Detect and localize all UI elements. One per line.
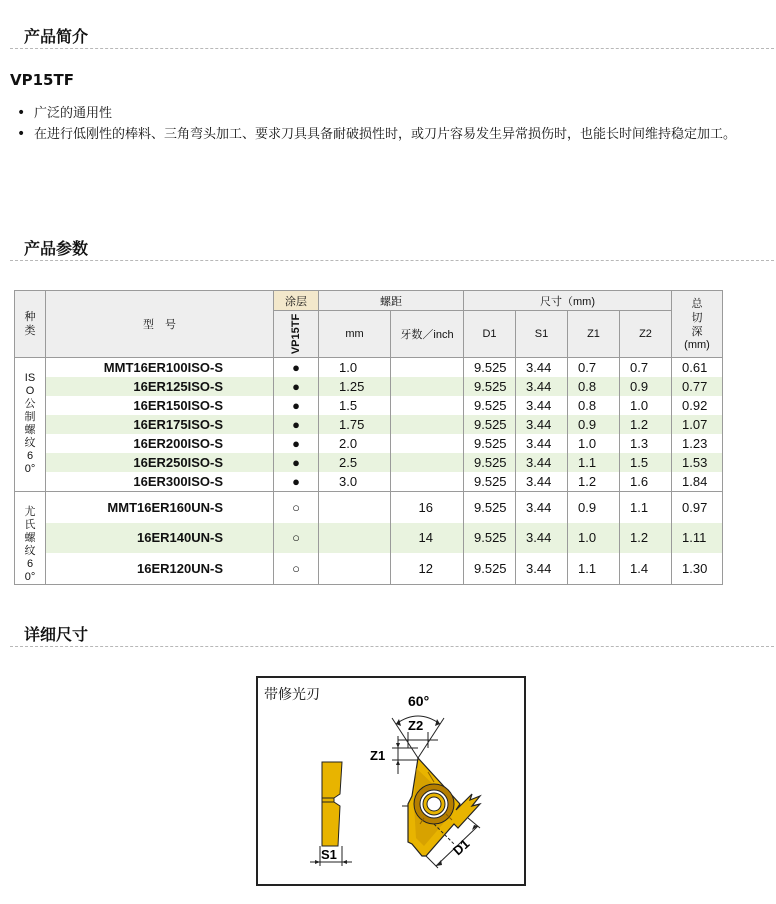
pitch-tpi-cell bbox=[391, 358, 464, 378]
label-angle: 60° bbox=[408, 693, 430, 709]
coating-cell: ○ bbox=[274, 523, 319, 553]
header-model: 型 号 bbox=[46, 291, 274, 358]
z1-cell: 0.7 bbox=[568, 358, 620, 378]
pitch-tpi-cell bbox=[391, 377, 464, 396]
z1-cell: 1.1 bbox=[568, 553, 620, 584]
coating-cell: ○ bbox=[274, 553, 319, 584]
coating-cell: ● bbox=[274, 434, 319, 453]
z1-cell: 0.9 bbox=[568, 492, 620, 523]
section-header-params bbox=[10, 238, 774, 261]
table-row bbox=[15, 434, 723, 453]
model-cell: MMT16ER160UN-S bbox=[46, 492, 274, 523]
d1-cell: 9.525 bbox=[464, 434, 516, 453]
s1-cell: 3.44 bbox=[516, 415, 568, 434]
d1-cell: 9.525 bbox=[464, 472, 516, 492]
feature-item: • 广泛的通用性 bbox=[12, 104, 772, 123]
z1-cell: 1.1 bbox=[568, 453, 620, 472]
label-d1: D1 bbox=[449, 835, 473, 859]
diagram-title: 带修光刃 bbox=[264, 687, 320, 703]
d1-cell: 9.525 bbox=[464, 553, 516, 584]
z2-cell: 1.3 bbox=[620, 434, 672, 453]
depth-cell: 0.77 bbox=[672, 377, 723, 396]
header-pitch-tpi: 牙数／inch bbox=[391, 311, 464, 358]
z1-cell: 0.9 bbox=[568, 415, 620, 434]
feature-item: • 在进行低刚性的棒料、三角弯头加工、要求刀具具备耐破损性时，或刀片容易发生异常损伤时，也能长时间维持稳定加工。 bbox=[12, 125, 772, 144]
pitch-mm-cell: 1.0 bbox=[319, 358, 391, 378]
s1-cell: 3.44 bbox=[516, 358, 568, 378]
header-size: 尺寸（mm) bbox=[464, 291, 672, 311]
coating-cell: ● bbox=[274, 377, 319, 396]
pitch-tpi-cell bbox=[391, 396, 464, 415]
z2-cell: 1.2 bbox=[620, 415, 672, 434]
model-cell: 16ER250ISO-S bbox=[46, 453, 274, 472]
spec-table bbox=[14, 290, 723, 585]
coating-cell: ● bbox=[274, 453, 319, 472]
table-row bbox=[15, 472, 723, 492]
depth-cell: 1.84 bbox=[672, 472, 723, 492]
model-cell: 16ER120UN-S bbox=[46, 553, 274, 584]
header-pitch: 螺距 bbox=[319, 291, 464, 311]
header-coating: 涂层 bbox=[274, 291, 319, 311]
insert-drawing bbox=[258, 678, 524, 884]
z2-cell: 1.4 bbox=[620, 553, 672, 584]
model-cell: 16ER200ISO-S bbox=[46, 434, 274, 453]
z2-cell: 1.1 bbox=[620, 492, 672, 523]
depth-cell: 0.61 bbox=[672, 358, 723, 378]
header-grade: VP15TF bbox=[274, 311, 319, 358]
z2-cell: 1.0 bbox=[620, 396, 672, 415]
depth-cell: 0.97 bbox=[672, 492, 723, 523]
depth-cell: 1.11 bbox=[672, 523, 723, 553]
d1-cell: 9.525 bbox=[464, 377, 516, 396]
header-kind: 种类 bbox=[15, 291, 46, 358]
depth-cell: 1.30 bbox=[672, 553, 723, 584]
dimension-diagram bbox=[256, 676, 526, 886]
pitch-tpi-cell bbox=[391, 434, 464, 453]
s1-cell: 3.44 bbox=[516, 492, 568, 523]
label-s1: S1 bbox=[321, 847, 337, 862]
s1-cell: 3.44 bbox=[516, 523, 568, 553]
table-row bbox=[15, 415, 723, 434]
table-row bbox=[15, 492, 723, 523]
header-s1: S1 bbox=[516, 311, 568, 358]
header-z1: Z1 bbox=[568, 311, 620, 358]
pitch-mm-cell: 2.0 bbox=[319, 434, 391, 453]
section-title-detail: 详细尺寸 bbox=[24, 625, 89, 644]
d1-cell: 9.525 bbox=[464, 453, 516, 472]
depth-cell: 1.07 bbox=[672, 415, 723, 434]
header-d1: D1 bbox=[464, 311, 516, 358]
d1-cell: 9.525 bbox=[464, 396, 516, 415]
label-z2: Z2 bbox=[408, 718, 424, 733]
pitch-mm-cell bbox=[319, 523, 391, 553]
table-row bbox=[15, 553, 723, 584]
section-title-params: 产品参数 bbox=[24, 239, 89, 258]
s1-cell: 3.44 bbox=[516, 434, 568, 453]
table-row bbox=[15, 377, 723, 396]
depth-cell: 1.53 bbox=[672, 453, 723, 472]
section-header-detail bbox=[10, 624, 774, 647]
coating-cell: ● bbox=[274, 358, 319, 378]
kind-cell: 尤氏螺纹60° bbox=[15, 492, 46, 585]
d1-cell: 9.525 bbox=[464, 415, 516, 434]
label-z1: Z1 bbox=[370, 748, 386, 763]
d1-cell: 9.525 bbox=[464, 492, 516, 523]
header-pitch-mm: mm bbox=[319, 311, 391, 358]
d1-cell: 9.525 bbox=[464, 358, 516, 378]
z1-cell: 1.0 bbox=[568, 523, 620, 553]
s1-cell: 3.44 bbox=[516, 453, 568, 472]
s1-cell: 3.44 bbox=[516, 396, 568, 415]
model-cell: 16ER150ISO-S bbox=[46, 396, 274, 415]
pitch-mm-cell: 1.75 bbox=[319, 415, 391, 434]
pitch-tpi-cell bbox=[391, 415, 464, 434]
section-header-intro bbox=[10, 26, 774, 49]
table-row bbox=[15, 523, 723, 553]
coating-cell: ● bbox=[274, 396, 319, 415]
insert-top-view bbox=[402, 758, 480, 859]
coating-cell: ○ bbox=[274, 492, 319, 523]
pitch-mm-cell: 2.5 bbox=[319, 453, 391, 472]
model-cell: MMT16ER100ISO-S bbox=[46, 358, 274, 378]
s1-cell: 3.44 bbox=[516, 377, 568, 396]
z1-cell: 1.2 bbox=[568, 472, 620, 492]
table-row bbox=[15, 358, 723, 378]
header-depth: 总切深 (mm) bbox=[672, 291, 723, 358]
pitch-mm-cell bbox=[319, 492, 391, 523]
s1-cell: 3.44 bbox=[516, 553, 568, 584]
z1-cell: 1.0 bbox=[568, 434, 620, 453]
model-cell: 16ER125ISO-S bbox=[46, 377, 274, 396]
depth-cell: 1.23 bbox=[672, 434, 723, 453]
z2-cell: 1.6 bbox=[620, 472, 672, 492]
header-z2: Z2 bbox=[620, 311, 672, 358]
product-name: VP15TF bbox=[10, 71, 74, 89]
pitch-tpi-cell bbox=[391, 453, 464, 472]
s1-cell: 3.44 bbox=[516, 472, 568, 492]
coating-cell: ● bbox=[274, 472, 319, 492]
table-row bbox=[15, 396, 723, 415]
kind-cell: ISO公制螺纹60° bbox=[15, 358, 46, 492]
z2-cell: 1.2 bbox=[620, 523, 672, 553]
pitch-tpi-cell: 12 bbox=[391, 553, 464, 584]
table-row bbox=[15, 453, 723, 472]
z2-cell: 0.9 bbox=[620, 377, 672, 396]
model-cell: 16ER175ISO-S bbox=[46, 415, 274, 434]
model-cell: 16ER300ISO-S bbox=[46, 472, 274, 492]
coating-cell: ● bbox=[274, 415, 319, 434]
feature-list bbox=[12, 104, 772, 146]
z2-cell: 1.5 bbox=[620, 453, 672, 472]
z1-cell: 0.8 bbox=[568, 377, 620, 396]
pitch-tpi-cell bbox=[391, 472, 464, 492]
z2-cell: 0.7 bbox=[620, 358, 672, 378]
z1-cell: 0.8 bbox=[568, 396, 620, 415]
d1-cell: 9.525 bbox=[464, 523, 516, 553]
pitch-mm-cell: 3.0 bbox=[319, 472, 391, 492]
depth-cell: 0.92 bbox=[672, 396, 723, 415]
pitch-tpi-cell: 16 bbox=[391, 492, 464, 523]
pitch-tpi-cell: 14 bbox=[391, 523, 464, 553]
model-cell: 16ER140UN-S bbox=[46, 523, 274, 553]
pitch-mm-cell: 1.25 bbox=[319, 377, 391, 396]
pitch-mm-cell bbox=[319, 553, 391, 584]
section-title-intro: 产品简介 bbox=[24, 27, 89, 46]
pitch-mm-cell: 1.5 bbox=[319, 396, 391, 415]
